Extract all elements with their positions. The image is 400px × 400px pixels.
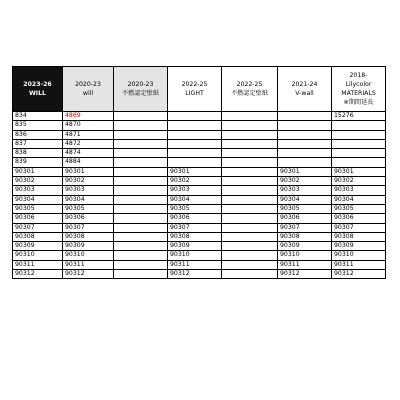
table-cell [222,232,278,241]
table-cell: 90304 [63,195,114,204]
table-row [13,204,386,213]
table-cell [222,251,278,260]
table-row [13,232,386,241]
table-cell: 90301 [278,167,332,176]
table-cell: 90303 [278,186,332,195]
table-cell: 15276 [332,112,386,121]
table-cell [114,242,168,251]
table-cell: 90310 [63,251,114,260]
table-cell [114,214,168,223]
table-cell [114,251,168,260]
table-cell [114,139,168,148]
column-header-line: 2018- [349,72,368,79]
table-cell: 834 [13,112,63,121]
table-cell [278,149,332,158]
table-cell: 90302 [63,177,114,186]
table-cell [114,158,168,167]
table-cell: 90311 [63,260,114,269]
table-cell [222,177,278,186]
column-header-line: 2020-23 [75,81,101,88]
table-cell [278,130,332,139]
table-cell: 90306 [332,214,386,223]
table-cell [168,149,222,158]
table-cell: 90308 [168,232,222,241]
table-cell [222,158,278,167]
table-cell [222,214,278,223]
table-row [13,112,386,121]
table-cell: 90312 [13,270,63,279]
table-row [13,195,386,204]
table-cell: 835 [13,121,63,130]
table-cell [114,167,168,176]
column-header-line: 不燃認定壁紙 [230,90,269,97]
table-cell [114,130,168,139]
table-cell: 90308 [13,232,63,241]
table-cell: 90301 [13,167,63,176]
table-cell: 836 [13,130,63,139]
table-cell: 90307 [63,223,114,232]
table-cell: 90306 [63,214,114,223]
table-cell: 90309 [63,242,114,251]
table-cell: 90307 [332,223,386,232]
table-cell [278,139,332,148]
table-cell [168,130,222,139]
column-header-line: 2023-26 [23,81,52,88]
table-cell [114,177,168,186]
table-row [13,242,386,251]
table-cell: 90312 [168,270,222,279]
table-cell: 90311 [168,260,222,269]
table-cell [332,158,386,167]
table-cell [332,149,386,158]
column-header-line: ※期間延長 [343,99,374,106]
table-cell [222,139,278,148]
table-cell: 90312 [278,270,332,279]
table-cell [222,242,278,251]
table-row [13,214,386,223]
table-cell [168,158,222,167]
table-cell: 90306 [168,214,222,223]
table-cell: 90310 [168,251,222,260]
column-header-0 [13,67,63,112]
table-cell [278,158,332,167]
column-header-line: Lilycolor [345,81,372,88]
table-cell: 90302 [332,177,386,186]
table-cell: 90305 [168,204,222,213]
table-cell: 837 [13,139,63,148]
table-cell: 90301 [63,167,114,176]
table-header-row [13,67,386,112]
column-header-2 [114,67,168,112]
catalog-number-table [12,66,386,279]
table-cell [222,167,278,176]
catalog-number-table-container [12,66,385,279]
table-cell [114,204,168,213]
table-cell: 90308 [63,232,114,241]
table-cell: 4884 [63,158,114,167]
table-cell: 90309 [168,242,222,251]
column-header-4 [222,67,278,112]
table-row [13,167,386,176]
column-header-3 [168,67,222,112]
table-cell: 90304 [332,195,386,204]
table-row [13,186,386,195]
table-cell: 90301 [332,167,386,176]
column-header-5 [278,67,332,112]
table-cell [114,223,168,232]
table-cell [114,260,168,269]
table-cell: 90305 [63,204,114,213]
table-cell [332,139,386,148]
table-cell [114,195,168,204]
column-header-line: 2020-23 [127,81,154,88]
table-cell: 90305 [13,204,63,213]
table-row [13,177,386,186]
table-cell: 4871 [63,130,114,139]
table-cell: 90310 [13,251,63,260]
table-cell: 90311 [278,260,332,269]
table-cell [222,260,278,269]
table-cell [278,121,332,130]
table-cell [222,186,278,195]
table-cell: 90307 [168,223,222,232]
table-cell: 90312 [332,270,386,279]
column-header-line: 不燃認定壁紙 [121,90,160,97]
table-cell [222,223,278,232]
table-cell [222,130,278,139]
column-header-line: 2021-24 [291,81,318,88]
table-cell: 90302 [278,177,332,186]
column-header-line: MATERIALS [341,90,376,97]
table-cell [114,270,168,279]
table-cell: 90301 [168,167,222,176]
table-cell: 4869 [63,112,114,121]
table-cell [222,204,278,213]
table-cell: 90309 [332,242,386,251]
table-row [13,270,386,279]
table-cell: 90303 [13,186,63,195]
table-cell [222,149,278,158]
table-cell [278,112,332,121]
table-cell [222,195,278,204]
table-cell: 90305 [332,204,386,213]
table-cell: 839 [13,158,63,167]
table-cell: 90307 [13,223,63,232]
table-cell [168,112,222,121]
table-row [13,223,386,232]
table-cell: 90303 [332,186,386,195]
table-cell: 90309 [13,242,63,251]
table-cell: 90303 [168,186,222,195]
table-cell: 90307 [278,223,332,232]
table-cell: 90311 [332,260,386,269]
table-cell: 90310 [278,251,332,260]
table-row [13,139,386,148]
column-header-line: 2022-25 [236,81,263,88]
table-cell: 4870 [63,121,114,130]
table-cell: 90304 [278,195,332,204]
table-cell [114,232,168,241]
table-row [13,158,386,167]
table-cell [222,112,278,121]
table-cell: 90306 [278,214,332,223]
table-cell [114,112,168,121]
table-cell [222,121,278,130]
table-cell [114,186,168,195]
column-header-line: V-wall [295,90,314,97]
table-cell [114,149,168,158]
table-row [13,121,386,130]
column-header-line: WILL [28,90,46,97]
table-cell: 90304 [168,195,222,204]
column-header-line: LIGHT [185,90,204,97]
table-cell [332,130,386,139]
table-row [13,130,386,139]
table-cell: 90303 [63,186,114,195]
table-cell [222,270,278,279]
table-cell: 90308 [332,232,386,241]
table-cell: 90302 [168,177,222,186]
table-cell: 90304 [13,195,63,204]
table-cell: 90308 [278,232,332,241]
table-cell: 90302 [13,177,63,186]
table-cell [114,121,168,130]
table-row [13,260,386,269]
table-row [13,149,386,158]
column-header-line: will [82,90,94,97]
table-cell [332,121,386,130]
table-cell: 90305 [278,204,332,213]
table-cell: 4874 [63,149,114,158]
table-cell: 838 [13,149,63,158]
table-cell [168,121,222,130]
table-row [13,251,386,260]
table-cell: 90309 [278,242,332,251]
table-cell: 90312 [63,270,114,279]
table-cell: 4872 [63,139,114,148]
table-cell: 90306 [13,214,63,223]
column-header-1 [63,67,114,112]
table-cell [168,139,222,148]
column-header-6 [332,67,386,112]
table-body [13,112,386,279]
column-header-line: 2022-25 [181,81,208,88]
table-cell: 90310 [332,251,386,260]
table-cell: 90311 [13,260,63,269]
